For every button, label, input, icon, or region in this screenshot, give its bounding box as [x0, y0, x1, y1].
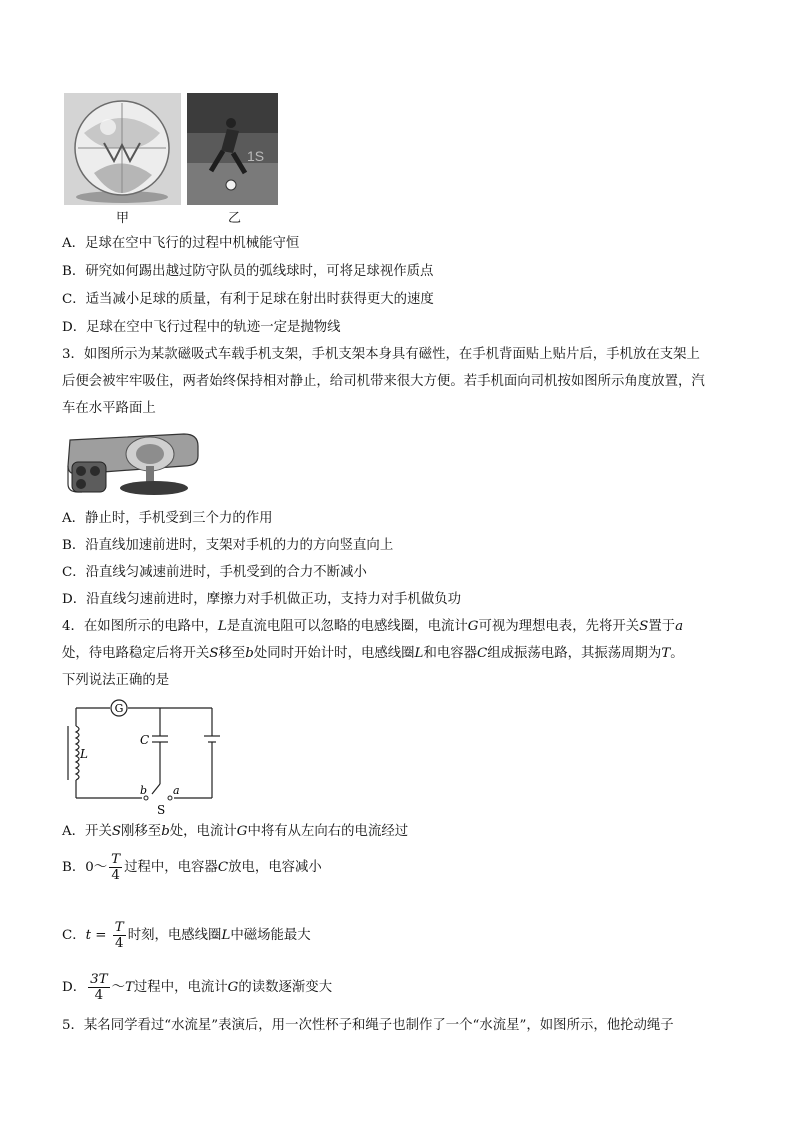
- q3-option-b: B．沿直线加速前进时，支架对手机的力的方向竖直向上: [62, 538, 394, 553]
- q4-option-d: D． $\frac{3T}{4}$ ～T过程中，电流计G的读数逐渐变大: [62, 972, 333, 1003]
- football-player-photo: [187, 93, 278, 205]
- q2-option-c: C．适当减小足球的质量，有利于足球在射出时获得更大的速度: [62, 292, 434, 307]
- q4-stem-line3: 下列说法正确的是: [62, 673, 170, 688]
- inductor-label: L: [80, 747, 88, 761]
- q3-stem-line3: 车在水平路面上: [62, 401, 156, 416]
- q3-stem-line2: 后便会被牢牢吸住，两者始终保持相对静止，给司机带来很大方便。若手机面向司机按如图所示角度放置，汽: [62, 374, 705, 389]
- soccer-ball-photo: [64, 93, 181, 205]
- q4-option-a: A．开关S刚移至b处，电流计G中将有从左向右的电流经过: [62, 824, 409, 839]
- fraction-3t-over-4: $\frac{3T}{4}$: [90, 972, 108, 1003]
- contact-a-label: a: [173, 784, 180, 797]
- phone-holder-photo: [64, 426, 202, 498]
- q4-stem-line2: 处，待电路稳定后将开关S移至b处同时开始计时，电感线圈L和电容器C组成振荡电路，其振荡周期为T。: [62, 646, 684, 661]
- q3-option-a: A．静止时，手机受到三个力的作用: [62, 511, 273, 526]
- switch-label: S: [157, 803, 166, 817]
- q3-option-c: C．沿直线匀减速前进时，手机受到的合力不断减小: [62, 565, 367, 580]
- fraction-t-over-4: $\frac{T}{4}$: [111, 852, 121, 883]
- q3-stem-line1: 3．如图所示为某款磁吸式车载手机支架，手机支架本身具有磁性，在手机背面贴上贴片后，手机放在支架上: [62, 347, 700, 362]
- q4-stem-line1: 4．在如图所示的电路中，L是直流电阻可以忽略的电感线圈，电流计G可视为理想电表，先将开关S置于a: [62, 619, 684, 634]
- q2-option-a: A．足球在空中飞行的过程中机械能守恒: [62, 236, 300, 251]
- figure-label-yi: 乙: [228, 211, 242, 226]
- figure-label-jia: 甲: [116, 211, 130, 226]
- q4-option-c: C．t = $\frac{T}{4}$ 时刻，电感线圈L中磁场能最大: [62, 920, 311, 951]
- galvanometer-label: G: [114, 702, 124, 715]
- capacitor-label: C: [140, 733, 150, 747]
- q4-option-b: B．0～ $\frac{T}{4}$ 过程中，电容器C放电，电容减小: [62, 852, 322, 883]
- q3-option-d: D．沿直线匀速前进时，摩擦力对手机做正功，支持力对手机做负功: [62, 592, 462, 607]
- svg-text:1S: 1S: [247, 148, 265, 164]
- contact-b-label: b: [140, 784, 148, 797]
- q5-stem-line1: 5．某名同学看过“水流星”表演后，用一次性杯子和绳子也制作了一个“水流星”，如图所示，他抡动绳子: [62, 1018, 674, 1033]
- lc-circuit-diagram: [64, 696, 224, 820]
- fraction-t-over-4: $\frac{T}{4}$: [114, 920, 124, 951]
- q2-option-b: B．研究如何踢出越过防守队员的弧线球时，可将足球视作质点: [62, 264, 434, 279]
- q2-option-d: D．足球在空中飞行过程中的轨迹一定是抛物线: [62, 320, 341, 335]
